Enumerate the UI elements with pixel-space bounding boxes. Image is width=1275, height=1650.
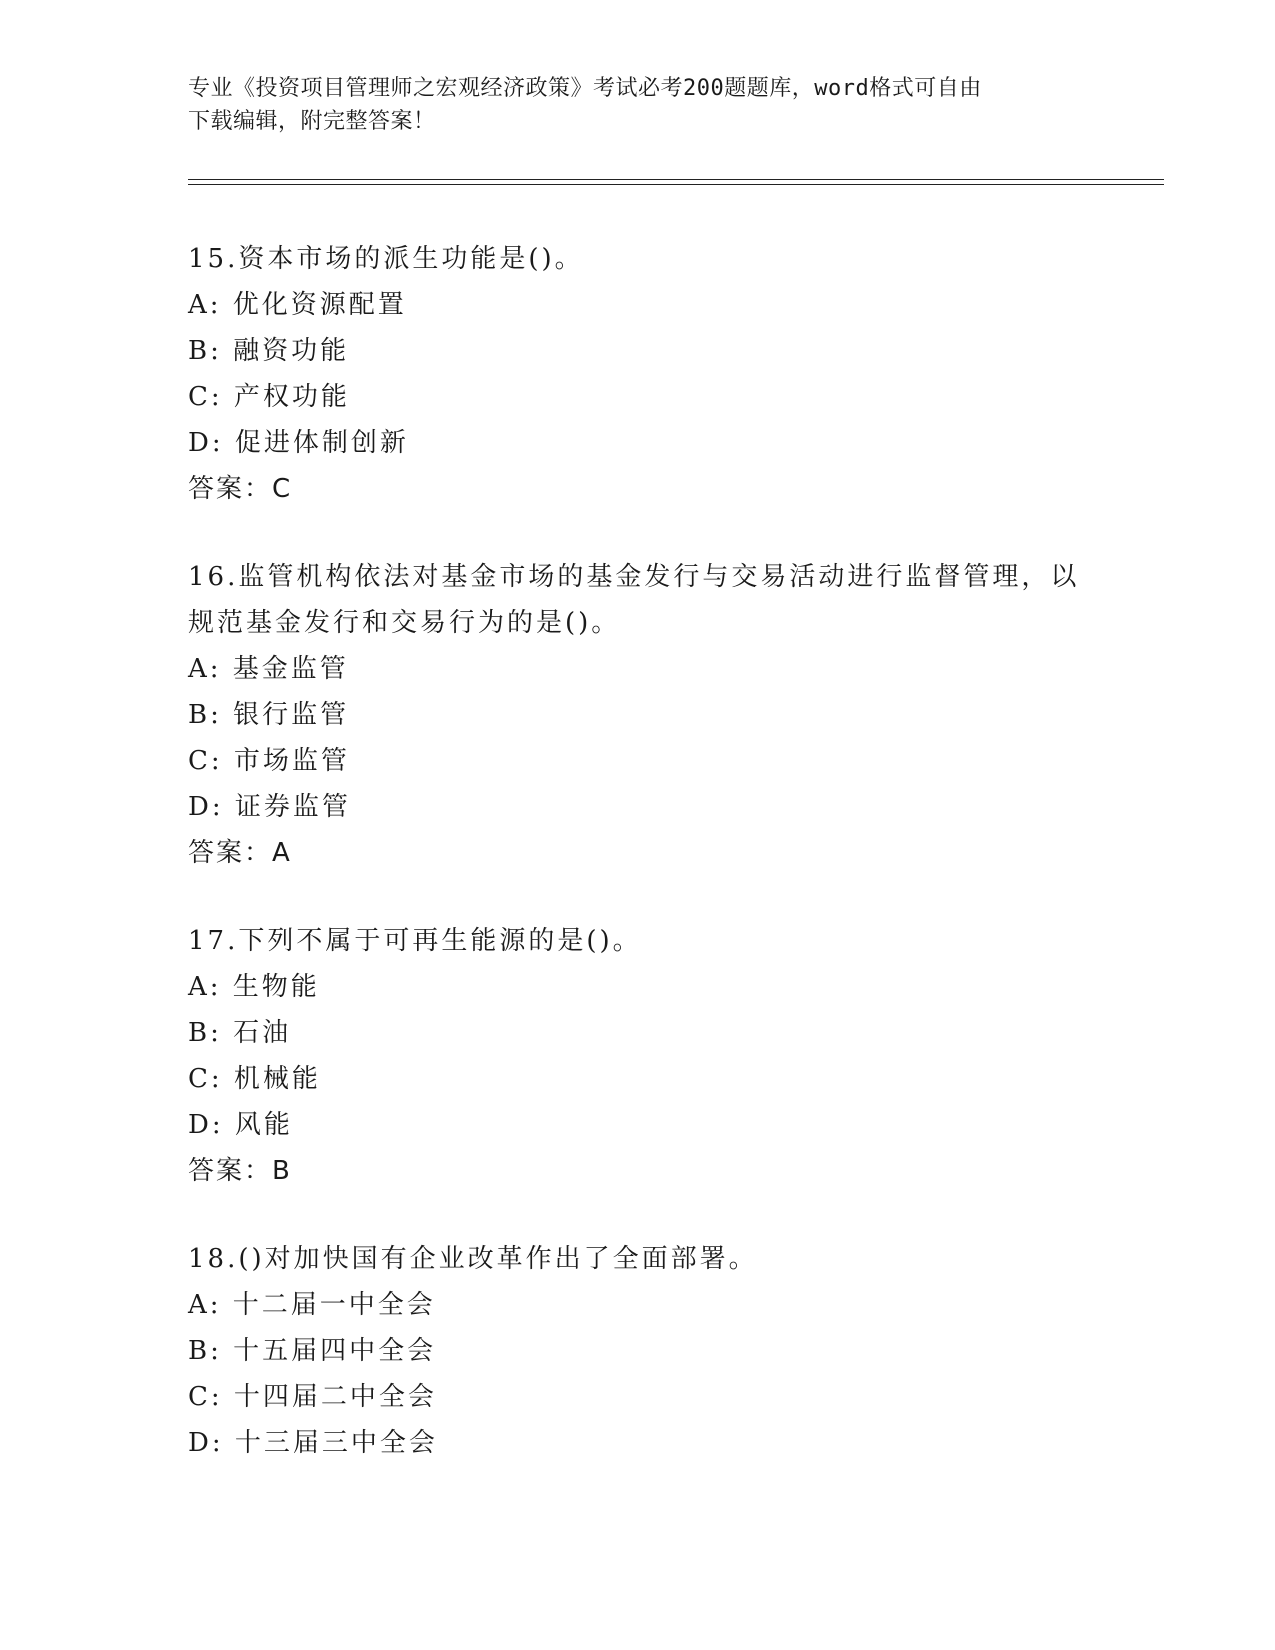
option-a: A: 基金监管 (188, 654, 349, 684)
question-text: 15.资本市场的派生功能是()。 (188, 244, 584, 274)
answer: 答案：C (188, 474, 293, 504)
header-divider-bottom (188, 184, 1164, 185)
option-c: C: 产权功能 (188, 382, 350, 412)
option-d: D: 风能 (188, 1110, 293, 1140)
option-c: C: 十四届二中全会 (188, 1382, 437, 1412)
option-a: A: 生物能 (188, 972, 320, 1002)
answer: 答案：A (188, 838, 292, 868)
option-b: B: 融资功能 (188, 336, 350, 366)
option-a: A: 优化资源配置 (188, 290, 407, 320)
question-list (188, 236, 1088, 1508)
question-18 (188, 1236, 1088, 1466)
question-17 (188, 918, 1088, 1194)
option-c: C: 机械能 (188, 1064, 321, 1094)
option-b: B: 十五届四中全会 (188, 1336, 437, 1366)
question-text-line-2: 规范基金发行和交易行为的是()。 (188, 608, 621, 638)
header-divider-top (188, 179, 1164, 180)
question-16 (188, 554, 1088, 876)
option-d: D: 证券监管 (188, 792, 351, 822)
option-b: B: 石油 (188, 1018, 292, 1048)
option-a: A: 十二届一中全会 (188, 1290, 436, 1320)
question-text: 18.()对加快国有企业改革作出了全面部署。 (188, 1244, 758, 1274)
document-header (188, 72, 1088, 138)
header-line-2: 下载编辑，附完整答案！ (188, 109, 436, 134)
answer: 答案：B (188, 1156, 292, 1186)
question-text: 17.下列不属于可再生能源的是()。 (188, 926, 642, 956)
option-b: B: 银行监管 (188, 700, 350, 730)
option-c: C: 市场监管 (188, 746, 350, 776)
header-line-1: 专业《投资项目管理师之宏观经济政策》考试必考200题题库，word格式可自由 (188, 76, 982, 101)
option-d: D: 促进体制创新 (188, 428, 409, 458)
question-15 (188, 236, 1088, 512)
option-d: D: 十三届三中全会 (188, 1428, 438, 1458)
question-text-line-1: 16.监管机构依法对基金市场的基金发行与交易活动进行监督管理，以 (188, 562, 1080, 592)
